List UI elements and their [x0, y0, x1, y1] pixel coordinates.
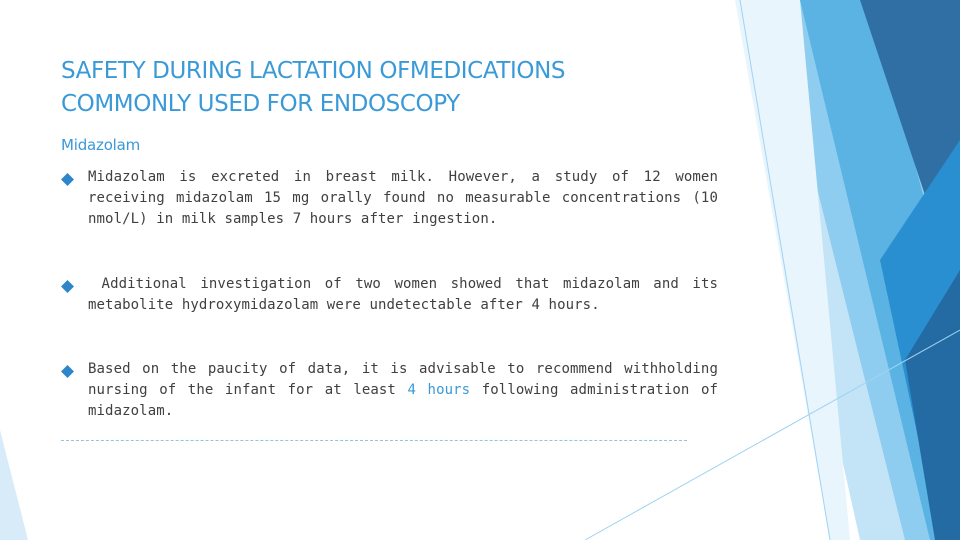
- bullet-text-end: following administration of midazolam.: [88, 382, 727, 419]
- bullet-text: [88, 359, 727, 422]
- diamond-bullet-icon: [61, 365, 74, 378]
- diamond-bullet-icon: [61, 173, 74, 186]
- highlighted-duration: 4 hours: [407, 382, 471, 398]
- section-heading: Midazolam: [61, 136, 141, 154]
- slide-title: SAFETY DURING LACTATION OFMEDICATIONS COMMONLY USED FOR ENDOSCOPY: [61, 58, 566, 117]
- diamond-bullet-icon: [61, 280, 74, 293]
- bullet-text-start: Based on the paucity of data, it is advisable to recommend withholding nursing of the infant for at least: [88, 361, 727, 398]
- bullet-text: Additional investigation of two women showed that midazolam and its metabolite hydroxymidazolam were undetectable after 4 hours.: [88, 276, 727, 313]
- dashed-divider: [61, 440, 687, 441]
- bullet-text: Midazolam is excreted in breast milk. However, a study of 12 women receiving midazolam 15 mg orally found no measurable concentrations (10 nmol/L) in milk samples 7 hours after ingestion.: [88, 169, 718, 227]
